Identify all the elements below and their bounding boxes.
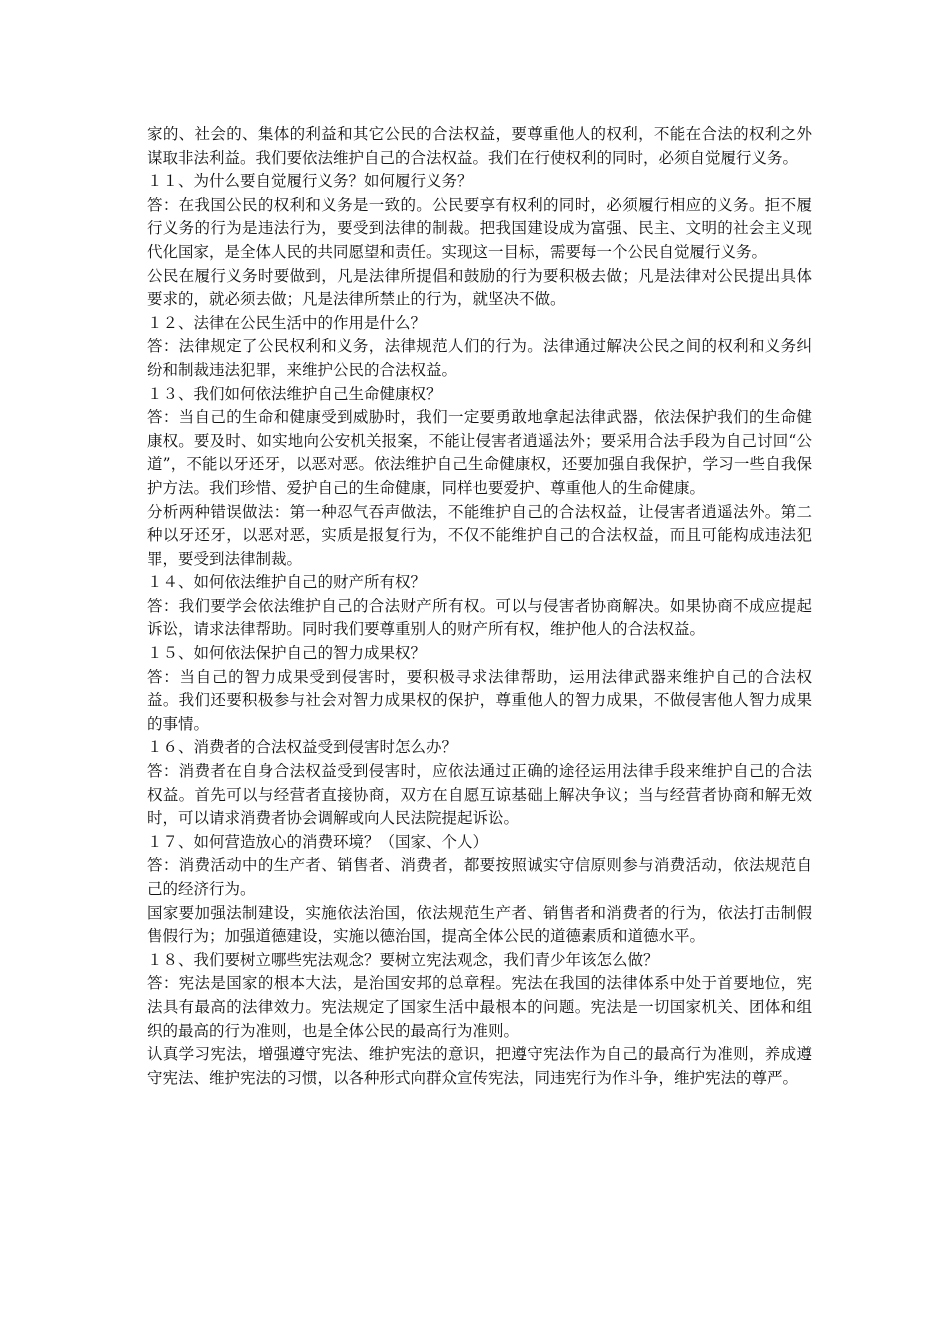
question-12: １２、法律在公民生活中的作用是什么？ xyxy=(147,313,427,332)
question-15: １５、如何依法保护自己的智力成果权？ xyxy=(147,644,427,663)
answer-12: 答：法律规定了公民权利和义务，法律规范人们的行为。法律通过解决公民之间的权利和义务纠纷和制裁违法犯罪，来维护公民的合法权益。 xyxy=(147,337,812,379)
question-17: １７、如何营造放心的消费环境？（国家、个人） xyxy=(147,832,489,851)
question-13: １３、我们如何依法维护自己生命健康权？ xyxy=(147,384,442,403)
answer-11: 答：在我国公民的权利和义务是一致的。公民要享有权利的同时，必须履行相应的义务。拒不履行义务的行为是违法行为，要受到法律的制裁。把我国建设成为富强、民主、文明的社会主义现代化国家，是全体人民的共同愿望和责任。实现这一目标，需要每一个公民自觉履行义务。 xyxy=(147,195,812,261)
document-page xyxy=(147,123,812,1090)
answer-17-continued: 国家要加强法制建设，实施依法治国，依法规范生产者、销售者和消费者的行为，依法打击制假售假行为；加强道德建设，实施以德治国，提高全体公民的道德素质和道德水平。 xyxy=(147,903,812,946)
answer-18: 答：宪法是国家的根本大法，是治国安邦的总章程。宪法在我国的法律体系中处于首要地位，宪法具有最高的法律效力。宪法规定了国家生活中最根本的问题。宪法是一切国家机关、团体和组织的最高的行为准则，也是全体公民的最高行为准则。 xyxy=(147,974,812,1040)
answer-13: 答：当自己的生命和健康受到威胁时，我们一定要勇敢地拿起法律武器，依法保护我们的生命健康权。要及时、如实地向公安机关报案，不能让侵害者逍遥法外；要采用合法手段为自己讨回“公道”，不能以牙还牙，以恶对恶。依法维护自己生命健康权，还要加强自我保护，学习一些自我保护方法。我们珍惜、爱护自己的生命健康，同样也要爱护、尊重他人的生命健康。 xyxy=(147,408,812,497)
question-18: １８、我们要树立哪些宪法观念？要树立宪法观念，我们青少年该怎么做？ xyxy=(147,950,659,969)
paragraph-continued: 家的、社会的、集体的利益和其它公民的合法权益，要尊重他人的权利，不能在合法的权利之外谋取非法利益。我们要依法维护自己的合法权益。我们在行使权利的同时，必须自觉履行义务。 xyxy=(147,125,812,167)
question-11: １１、为什么要自觉履行义务？如何履行义务？ xyxy=(147,172,473,191)
answer-15: 答：当自己的智力成果受到侵害时，要积极寻求法律帮助，运用法律武器来维护自己的合法权益。我们还要积极参与社会对智力成果权的保护，尊重他人的智力成果，不做侵害他人智力成果的事情。 xyxy=(147,667,812,733)
answer-16: 答：消费者在自身合法权益受到侵害时，应依法通过正确的途径运用法律手段来维护自己的合法权益。首先可以与经营者直接协商，双方在自愿互谅基础上解决争议；当与经营者协商和解无效时，可以请求消费者协会调解或向人民法院提起诉讼。 xyxy=(147,762,812,828)
question-16: １６、消费者的合法权益受到侵害时怎么办？ xyxy=(147,738,458,757)
answer-13-analysis: 分析两种错误做法：第一种忍气吞声做法，不能维护自己的合法权益，让侵害者逍遥法外。第二种以牙还牙，以恶对恶，实质是报复行为，不仅不能维护自己的合法权益，而且可能构成违法犯罪，要受到法律制裁。 xyxy=(147,502,812,568)
answer-14: 答：我们要学会依法维护自己的合法财产所有权。可以与侵害者协商解决。如果协商不成应提起诉讼，请求法律帮助。同时我们要尊重别人的财产所有权，维护他人的合法权益。 xyxy=(147,596,812,639)
answer-18-continued: 认真学习宪法，增强遵守宪法、维护宪法的意识，把遵守宪法作为自己的最高行为准则，养成遵守宪法、维护宪法的习惯，以各种形式向群众宣传宪法，同违宪行为作斗争，维护宪法的尊严。 xyxy=(147,1045,812,1087)
answer-17: 答：消费活动中的生产者、销售者、消费者，都要按照诚实守信原则参与消费活动，依法规范自己的经济行为。 xyxy=(147,856,812,898)
answer-11-continued: 公民在履行义务时要做到，凡是法律所提倡和鼓励的行为要积极去做；凡是法律对公民提出具体要求的，就必须去做；凡是法律所禁止的行为，就坚决不做。 xyxy=(147,266,812,309)
question-14: １４、如何依法维护自己的财产所有权？ xyxy=(147,573,427,592)
